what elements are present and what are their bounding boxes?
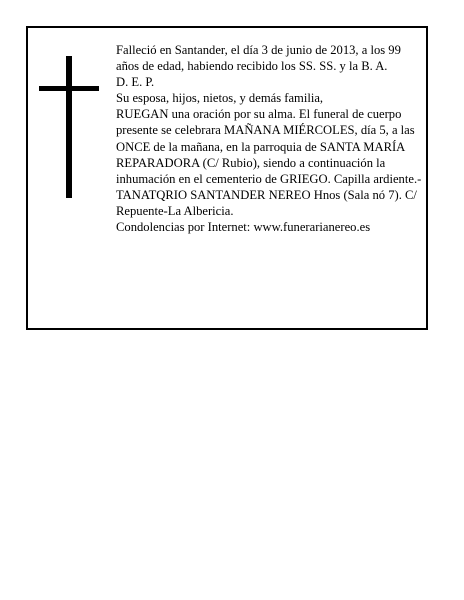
funeral-details: RUEGAN una oración por su alma. El funeral de cuerpo presente se celebrara MAÑANA MIÉRCOLES, día 5, a las ONCE de la mañana, en la parroquia de SANTA MARÍA REPARADORA (C/ Rubio), siendo a continuación la inhumación en el cementerio de GRIEGO. Capilla ardiente.-TANATQRIO SANTANDER NEREO Hnos (Sala nó 7). C/ Repuente-La Albericia. (116, 107, 422, 218)
notice-text (116, 42, 422, 235)
cross-horizontal-bar (39, 86, 99, 91)
cross-icon (39, 56, 99, 198)
cross-vertical-bar (66, 56, 72, 198)
family-line: Su esposa, hijos, nietos, y demás familia, (116, 91, 324, 106)
condolences-line: Condolencias por Internet: www.funerarianereo.es (116, 220, 371, 235)
obituary-notice (26, 26, 428, 330)
death-announcement: Falleció en Santander, el día 3 de junio de 2013, a los 99 años de edad, habiendo recibido los SS. SS. y la B. A. (116, 43, 401, 74)
rip-line: D. E. P. (116, 75, 155, 90)
